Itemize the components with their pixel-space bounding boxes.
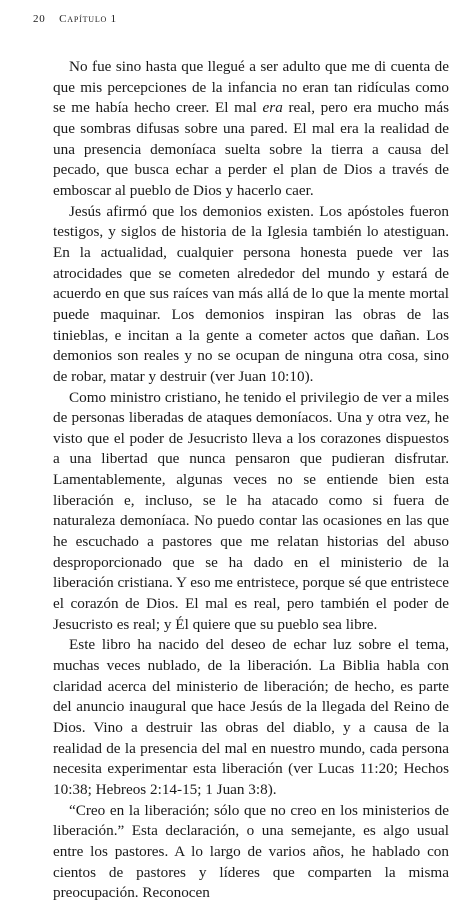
page-number: 20 [33, 13, 46, 25]
body-text [53, 57, 449, 904]
paragraph-5: “Creo en la liberación; sólo que no creo en los ministerios de liberación.” Esta declaración, o una semejante, es algo usual entre los pastores. A lo largo de varios años, he hablado con cientos de pastores y líderes que comparten la misma preocupación. Reconocen [53, 801, 449, 902]
paragraph-1-before: No fue sino hasta que llegué a ser adulto que me di cuenta de que mis percepciones de la infancia no eran tan ridículas como se me había hecho creer. El mal [53, 58, 449, 117]
running-header [33, 13, 117, 25]
paragraph-2: Jesús afirmó que los demonios existen. Los apóstoles fueron testigos, y siglos de historia de la Iglesia también lo atestiguan. En la actualidad, cualquier persona honesta puede ver las atrocidades que se cometen alrededor del mundo y estará de acuerdo en que sus raíces van más allá de lo que la mente mortal puede maquinar. Los demonios inspiran las obras de las tinieblas, e incitan a la gente a cometer actos que dañan. Los demonios son reales y no se ocupan de ninguna otra cosa, sino de robar, matar y destruir (ver Juan 10:10). [53, 202, 449, 385]
paragraph-3: Como ministro cristiano, he tenido el privilegio de ver a miles de personas liberadas de ataques demoníacos. Una y otra vez, he visto que el poder de Jesucristo lleva a los corazones dispuestos a una libertad que nunca pensaron que pudieran disfrutar. Lamentablemente, algunas veces no se entiende bien esta liberación e, incluso, se le ha atacado como si fuera de naturaleza demoníaca. No puedo contar las ocasiones en las que he escuchado a pastores que me relatan historias del abuso desproporcionado que se ha dado en el ministerio de la liberación cristiana. Y eso me entristece, porque sé que entristece el corazón de Dios. El mal es real, pero también el poder de Jesucristo es real; y Él quiere que su pueblo sea libre. [53, 388, 449, 633]
paragraph-1 [53, 57, 449, 202]
paragraph-4: Este libro ha nacido del deseo de echar luz sobre el tema, muchas veces nublado, de la liberación. La Biblia habla con claridad acerca del ministerio de liberación; de hecho, es parte del anuncio inaugural que hace Jesús de la llegada del Reino de Dios. Vino a destruir las obras del diablo, y a causa de la realidad de la presencia del mal en nuestro mundo, cada persona necesita experimentar esta liberación (ver Lucas 11:20; Hechos 10:38; Hebreos 2:14-15; 1 Juan 3:8). [53, 636, 449, 798]
emphasis-word: era [262, 99, 283, 117]
chapter-label: Capítulo 1 [59, 13, 117, 25]
paragraph-1-after: real, pero era mucho más que sombras difusas sobre una pared. El mal era la realidad de una presencia demoníaca suelta sobre la tierra a causa del pecado, que busca echar a perder el plan de Dios a través de emboscar al pueblo de Dios y hacerlo caer. [53, 99, 449, 199]
